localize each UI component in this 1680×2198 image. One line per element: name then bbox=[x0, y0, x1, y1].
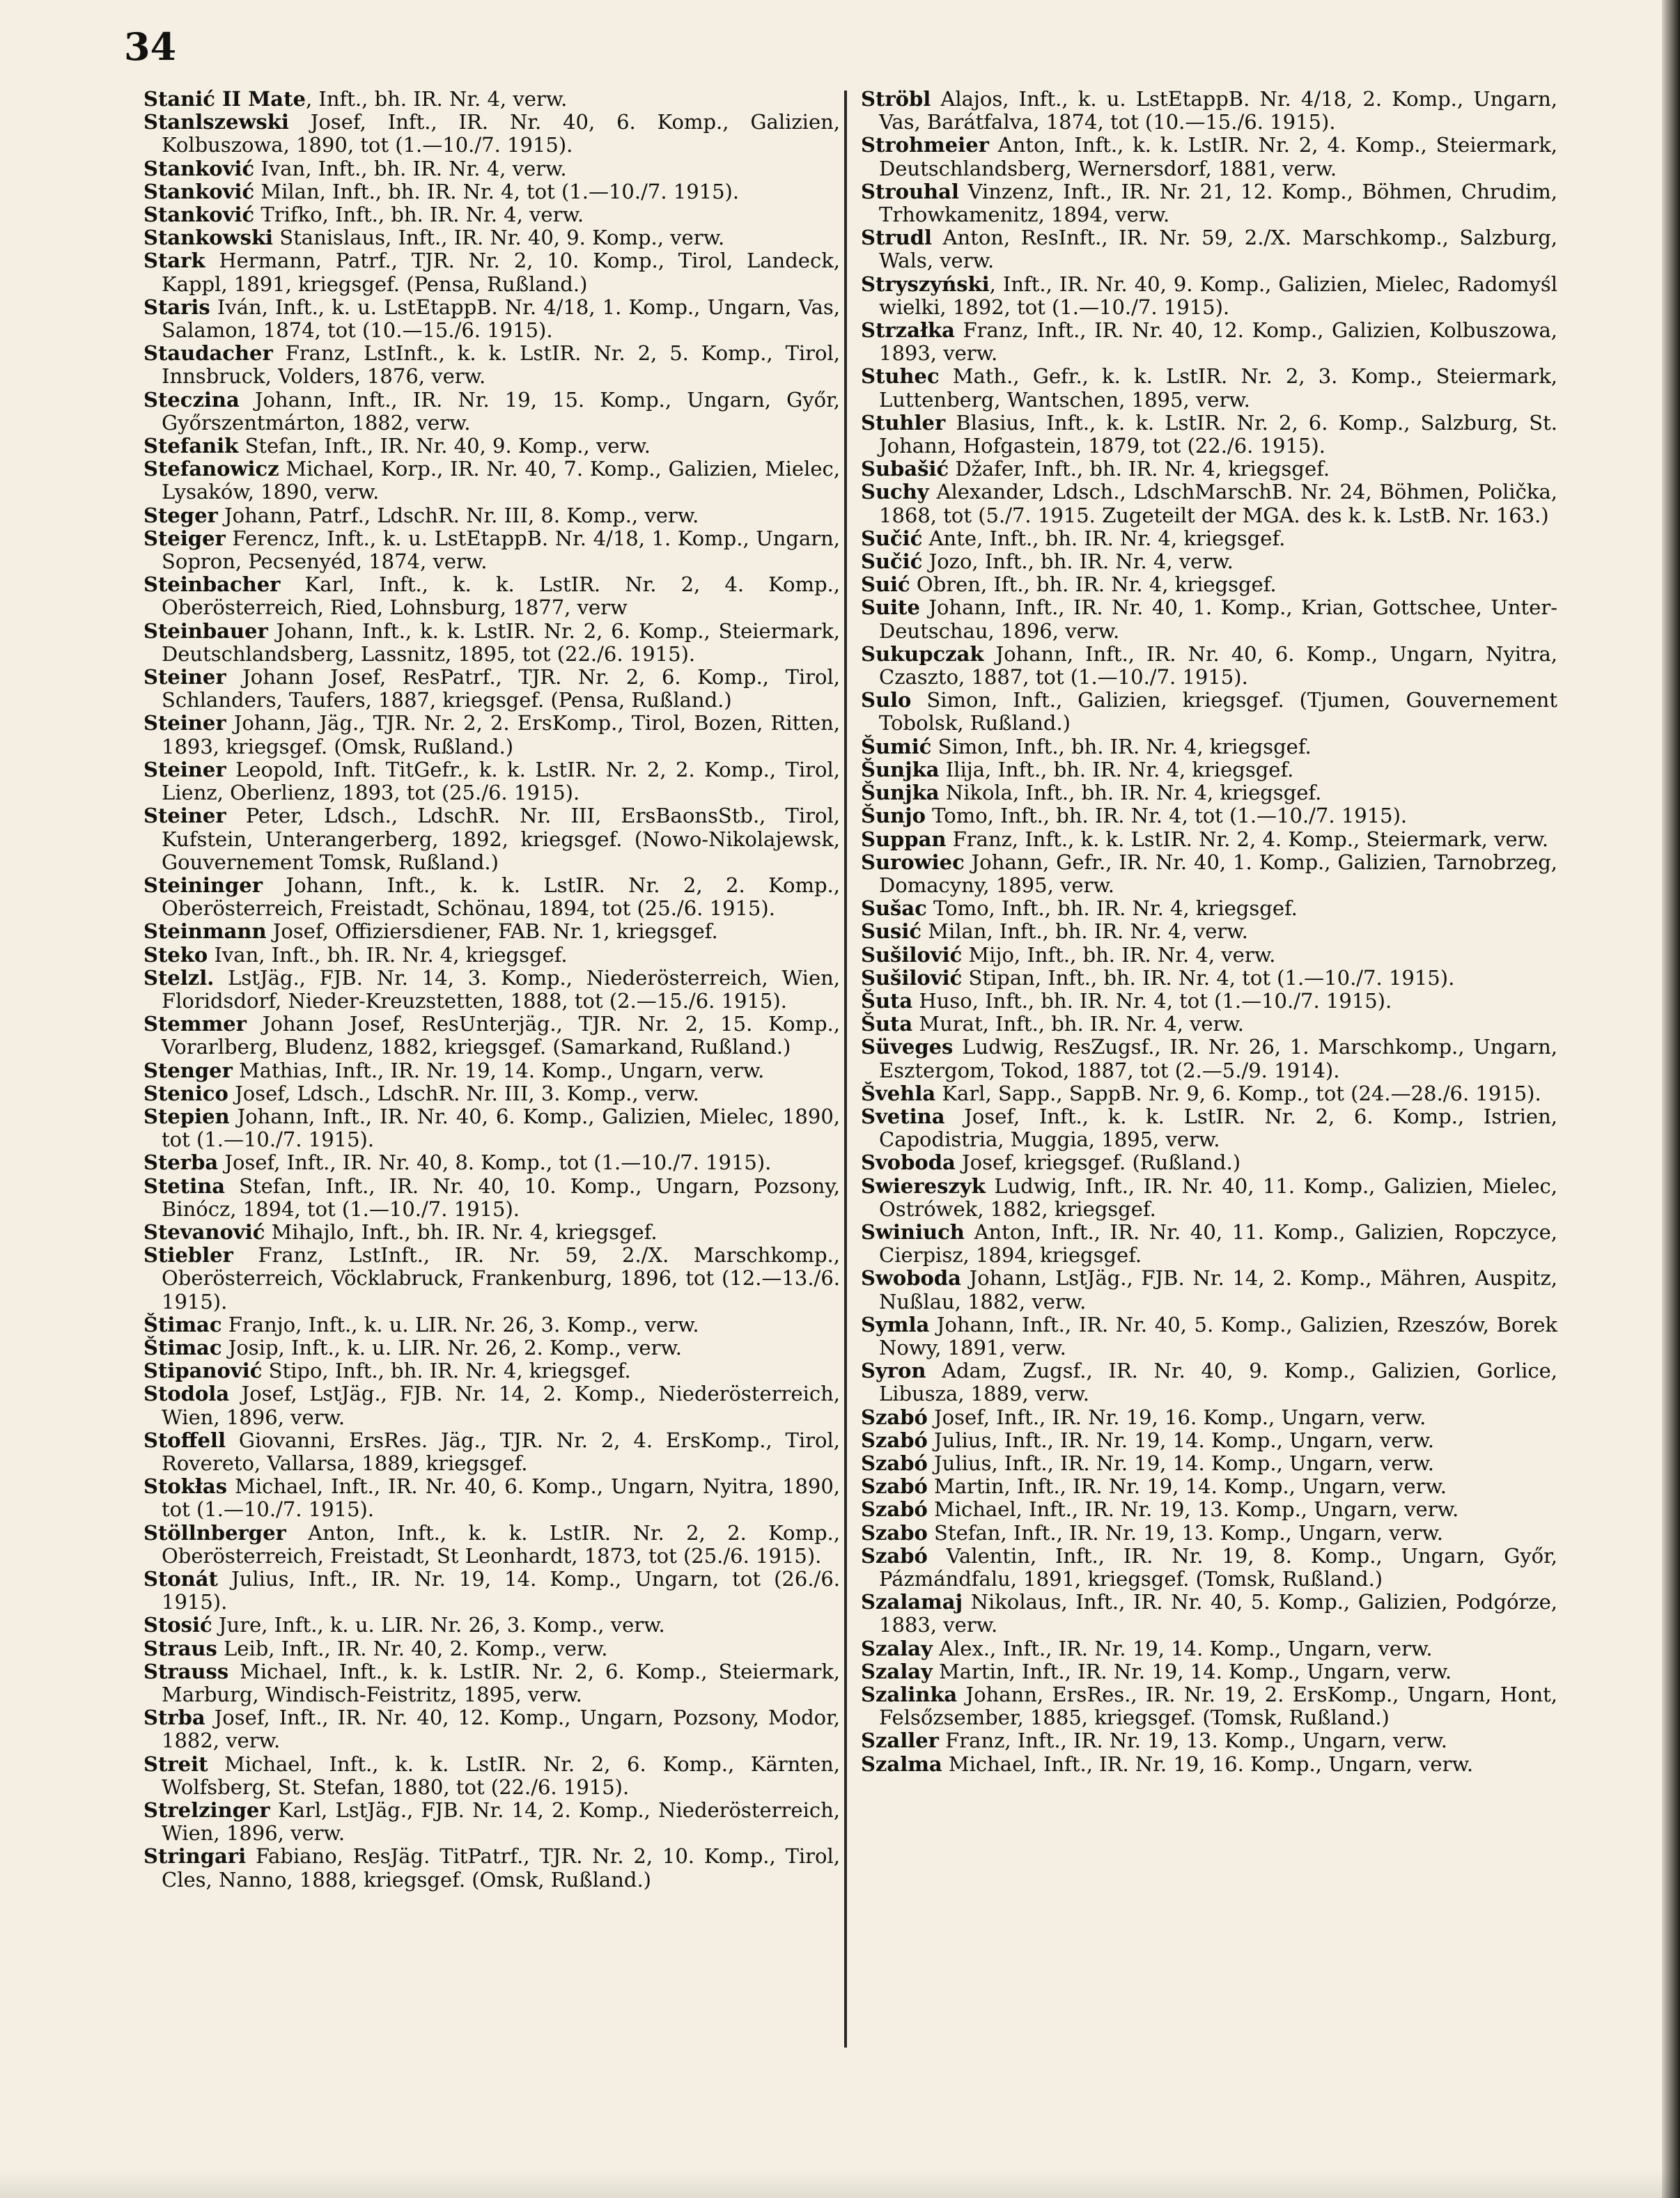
entry-surname: Susić bbox=[861, 919, 922, 944]
entry-surname: Swoboda bbox=[861, 1266, 961, 1291]
list-entry bbox=[143, 1382, 840, 1428]
entry-surname: Sušac bbox=[861, 896, 927, 921]
list-entry bbox=[861, 1151, 1557, 1174]
list-entry bbox=[143, 1314, 840, 1336]
entry-surname: Szalma bbox=[861, 1752, 942, 1776]
list-entry bbox=[861, 1683, 1557, 1729]
entry-details: Leopold, Inft. TitGefr., k. k. LstIR. Nr. 2, 2. Komp., Tirol, Lienz, Oberlienz, 1893, tot (25./6. 1915). bbox=[162, 757, 840, 805]
entry-details: Ivan, Inft., bh. IR. Nr. 4, kriegsgef. bbox=[208, 942, 568, 967]
entry-details: Nikola, Inft., bh. IR. Nr. 4, kriegsgef. bbox=[939, 781, 1322, 805]
list-entry bbox=[861, 689, 1557, 735]
entry-details: Julius, Inft., IR. Nr. 19, 14. Komp., Ungarn, verw. bbox=[927, 1428, 1434, 1452]
entry-details: Tomo, Inft., bh. IR. Nr. 4, kriegsgef. bbox=[926, 896, 1298, 921]
entry-details: Stipan, Inft., bh. IR. Nr. 4, tot (1.—10./7. 1915). bbox=[962, 965, 1455, 990]
list-entry bbox=[143, 920, 840, 943]
entry-details: Johann, Gefr., IR. Nr. 40, 1. Komp., Galizien, Tarnobrzeg, Domacyny, 1895, verw. bbox=[879, 850, 1557, 897]
entry-details: Johann, Patrf., LdschR. Nr. III, 8. Komp., verw. bbox=[217, 503, 699, 527]
entry-surname: Strelzinger bbox=[143, 1798, 270, 1823]
entry-details: Murat, Inft., bh. IR. Nr. 4, verw. bbox=[912, 1012, 1245, 1036]
list-entry bbox=[143, 111, 840, 157]
entry-surname: Suite bbox=[861, 595, 920, 620]
entry-details: Josef, Offiziersdiener, FAB. Nr. 1, kriegsgef. bbox=[266, 919, 718, 944]
entry-surname: Strba bbox=[143, 1706, 205, 1730]
list-entry bbox=[143, 1221, 840, 1244]
entry-surname: Šunjka bbox=[861, 781, 940, 805]
entry-surname: Steiner bbox=[143, 665, 226, 689]
entry-surname: Strudl bbox=[861, 226, 932, 250]
list-entry bbox=[143, 203, 840, 226]
list-entry bbox=[861, 1406, 1557, 1429]
list-entry bbox=[143, 1013, 840, 1059]
entry-details: Johann, Inft., IR. Nr. 40, 6. Komp., Ungarn, Nyitra, Czaszto, 1887, tot (1.—10./7. 1915). bbox=[879, 641, 1557, 689]
list-entry bbox=[143, 435, 840, 458]
list-entry bbox=[143, 620, 840, 666]
entry-surname: Szalinka bbox=[861, 1683, 958, 1707]
entry-details: Martin, Inft., IR. Nr. 19, 14. Komp., Ungarn, verw. bbox=[932, 1659, 1452, 1683]
entry-details: Michael, Inft., IR. Nr. 19, 16. Komp., Ungarn, verw. bbox=[942, 1752, 1474, 1776]
entry-surname: Stepien bbox=[143, 1104, 230, 1128]
entry-surname: Stemmer bbox=[143, 1012, 247, 1036]
list-entry bbox=[143, 458, 840, 504]
list-entry bbox=[143, 1475, 840, 1521]
entry-details: Johann, Inft., IR. Nr. 40, 1. Komp., Krian, Gottschee, Unter-Deutschau, 1896, verw. bbox=[879, 595, 1557, 643]
entry-details: Karl, Inft., k. k. LstIR. Nr. 2, 4. Komp., Oberösterreich, Ried, Lohnsburg, 1877, verw bbox=[162, 572, 840, 620]
list-entry bbox=[861, 828, 1557, 851]
entry-details: Anton, Inft., k. k. LstIR. Nr. 2, 2. Komp., Oberösterreich, Freistadt, St Leonhardt, 1873, tot (25./6. 1915). bbox=[162, 1520, 840, 1568]
list-entry bbox=[143, 226, 840, 249]
entry-details: Josef, Inft., IR. Nr. 19, 16. Komp., Ungarn, verw. bbox=[927, 1405, 1426, 1429]
entry-details: Michael, Inft., k. k. LstIR. Nr. 2, 6. Komp., Kärnten, Wolfsberg, St. Stefan, 1880, tot (22./6. 1915). bbox=[162, 1752, 840, 1799]
entry-details: Anton, ResInft., IR. Nr. 59, 2./X. Marschkomp., Salzburg, Wals, verw. bbox=[879, 226, 1557, 273]
list-entry bbox=[143, 1336, 840, 1359]
list-entry bbox=[861, 1105, 1557, 1151]
entry-surname: Steger bbox=[143, 503, 218, 527]
list-entry bbox=[861, 1753, 1557, 1776]
entry-details: Trifko, Inft., bh. IR. Nr. 4, verw. bbox=[254, 203, 584, 227]
entry-surname: Stetina bbox=[143, 1174, 226, 1198]
list-entry bbox=[861, 944, 1557, 967]
list-entry bbox=[861, 1359, 1557, 1405]
entry-details: Stanislaus, Inft., IR. Nr. 40, 9. Komp., verw. bbox=[273, 226, 725, 250]
entry-details: Johann, Inft., IR. Nr. 40, 5. Komp., Galizien, Rzeszów, Borek Nowy, 1891, verw. bbox=[879, 1312, 1557, 1359]
entry-details: Stefan, Inft., IR. Nr. 40, 9. Komp., verw. bbox=[238, 434, 651, 458]
entry-surname: Steiger bbox=[143, 526, 226, 550]
entry-details: Blasius, Inft., k. k. LstIR. Nr. 2, 6. Komp., Salzburg, St. Johann, Hofgastein, 1879, tot (22./6. 1915). bbox=[879, 410, 1557, 458]
entry-surname: Šunjo bbox=[861, 804, 926, 828]
list-entry bbox=[143, 1175, 840, 1221]
entry-surname: Steiner bbox=[143, 711, 226, 735]
list-entry bbox=[861, 1036, 1557, 1082]
entry-details: Hermann, Patrf., TJR. Nr. 2, 10. Komp., Tirol, Landeck, Kappl, 1891, kriegsgef. (Pensa, Rußland.) bbox=[162, 249, 840, 296]
list-entry bbox=[861, 550, 1557, 573]
entry-surname: Steinbauer bbox=[143, 618, 268, 643]
entry-surname: Svetina bbox=[861, 1104, 945, 1128]
entry-surname: Šuta bbox=[861, 1012, 913, 1036]
list-entry bbox=[861, 226, 1557, 272]
entry-surname: Staudacher bbox=[143, 341, 273, 366]
entry-details: Franjo, Inft., k. u. LIR. Nr. 26, 3. Komp., verw. bbox=[221, 1312, 699, 1336]
list-entry bbox=[861, 365, 1557, 411]
entry-details: Ferencz, Inft., k. u. LstEtappB. Nr. 4/18, 1. Komp., Ungarn, Sopron, Pecsenyéd, 1874, verw. bbox=[162, 526, 840, 574]
list-entry bbox=[861, 273, 1557, 319]
entry-surname: Stonát bbox=[143, 1567, 218, 1591]
entry-details: Peter, Ldsch., LdschR. Nr. III, ErsBaonsStb., Tirol, Kufstein, Unterangerberg, 1892, kriegsgef. (Nowo-Nikolajewsk, Gouvernement Tomsk, Rußland.) bbox=[162, 804, 840, 874]
entry-details: Stefan, Inft., IR. Nr. 19, 13. Komp., Ungarn, verw. bbox=[927, 1520, 1443, 1545]
entry-details: Johann Josef, ResPatrf., TJR. Nr. 2, 6. Komp., Tirol, Schlanders, Taufers, 1887, kriegsgef. (Pensa, Rußland.) bbox=[162, 665, 840, 712]
entry-surname: Stuhler bbox=[861, 410, 946, 435]
entry-surname: Swiniuch bbox=[861, 1219, 965, 1244]
entry-details: Johann Josef, ResUnterjäg., TJR. Nr. 2, 15. Komp., Vorarlberg, Bludenz, 1882, kriegsgef. (Samarkand, Rußland.) bbox=[162, 1012, 840, 1059]
list-entry bbox=[861, 1452, 1557, 1475]
list-entry bbox=[143, 88, 840, 111]
entry-surname: Šuta bbox=[861, 988, 913, 1013]
entry-surname: Straus bbox=[143, 1636, 217, 1660]
entry-surname: Stefanowicz bbox=[143, 457, 279, 481]
entry-details: Anton, Inft., IR. Nr. 40, 11. Komp., Galizien, Ropczyce, Cierpisz, 1894, kriegsgef. bbox=[879, 1219, 1557, 1268]
entry-details: Johann, ErsRes., IR. Nr. 19, 2. ErsKomp., Ungarn, Hont, Felsőzsember, 1885, kriegsgef. (Tomsk, Rußland.) bbox=[879, 1683, 1557, 1730]
entry-surname: Suić bbox=[861, 572, 910, 597]
entry-details: Obren, Ift., bh. IR. Nr. 4, kriegsgef. bbox=[910, 572, 1277, 597]
entry-surname: Svoboda bbox=[861, 1151, 956, 1175]
list-entry bbox=[143, 1082, 840, 1105]
list-entry bbox=[143, 1151, 840, 1174]
entry-details: Josef, Ldsch., LdschR. Nr. III, 3. Komp., verw. bbox=[228, 1081, 699, 1105]
list-entry bbox=[143, 389, 840, 435]
list-entry bbox=[861, 458, 1557, 481]
column-divider bbox=[844, 91, 847, 2048]
list-entry bbox=[143, 527, 840, 573]
entry-details: , Inft., bh. IR. Nr. 4, verw. bbox=[305, 87, 568, 111]
entry-surname: Stosić bbox=[143, 1613, 212, 1637]
entry-details: Stipo, Inft., bh. IR. Nr. 4, kriegsgef. bbox=[262, 1359, 631, 1383]
list-entry bbox=[861, 1082, 1557, 1105]
list-entry bbox=[143, 1845, 840, 1891]
entry-surname: Swiereszyk bbox=[861, 1174, 986, 1198]
entry-details: Franz, Inft., IR. Nr. 40, 12. Komp., Galizien, Kolbuszowa, 1893, verw. bbox=[879, 318, 1557, 366]
list-entry bbox=[861, 735, 1557, 758]
entry-surname: Štimac bbox=[143, 1335, 222, 1359]
entry-surname: Stringari bbox=[143, 1844, 247, 1869]
entry-details: Franz, Inft., k. k. LstIR. Nr. 2, 4. Komp., Steiermark, verw. bbox=[946, 827, 1549, 851]
entry-surname: Surowiec bbox=[861, 850, 965, 874]
entry-details: Vinzenz, Inft., IR. Nr. 21, 12. Komp., Böhmen, Chrudim, Trhowkamenitz, 1894, verw. bbox=[879, 179, 1557, 227]
entry-details: Johann, Inft., k. k. LstIR. Nr. 2, 6. Komp., Steiermark, Deutschlandsberg, Lassnitz, 1895, tot (22./6. 1915). bbox=[162, 618, 840, 666]
entry-surname: Stelzl. bbox=[143, 965, 215, 990]
list-entry bbox=[861, 412, 1557, 458]
entry-details: , Inft., IR. Nr. 40, 9. Komp., Galizien, Mielec, Radomyśl wielki, 1892, tot (1.—10./7. 1915). bbox=[879, 272, 1557, 319]
entry-surname: Stipanović bbox=[143, 1359, 263, 1383]
entry-details: Ante, Inft., bh. IR. Nr. 4, kriegsgef. bbox=[922, 526, 1286, 550]
entry-details: Alex., Inft., IR. Nr. 19, 14. Komp., Ungarn, verw. bbox=[932, 1636, 1433, 1660]
list-entry bbox=[143, 249, 840, 295]
entry-surname: Stanić II Mate bbox=[143, 87, 306, 111]
list-entry bbox=[143, 1706, 840, 1752]
list-entry bbox=[861, 1522, 1557, 1545]
entry-surname: Stoffell bbox=[143, 1428, 226, 1452]
entry-surname: Švehla bbox=[861, 1081, 936, 1105]
list-entry bbox=[143, 504, 840, 527]
entry-surname: Stevanović bbox=[143, 1219, 265, 1244]
entry-surname: Szabo bbox=[861, 1520, 928, 1545]
entry-surname: Stryszyński bbox=[861, 272, 990, 296]
entry-details: Alexander, Ldsch., LdschMarschB. Nr. 24, Böhmen, Polička, 1868, tot (5./7. 1915. Zugeteilt der MGA. des k. k. LstB. Nr. 163.) bbox=[879, 480, 1557, 527]
entry-details: Ludwig, Inft., IR. Nr. 40, 11. Komp., Galizien, Mielec, Ostrówek, 1882, kriegsgef. bbox=[879, 1174, 1557, 1221]
entry-surname: Stiebler bbox=[143, 1243, 233, 1268]
entry-details: Johann, Inft., k. k. LstIR. Nr. 2, 2. Komp., Oberösterreich, Freistadt, Schönau, 1894, tot (25./6. 1915). bbox=[162, 873, 840, 921]
entry-surname: Szalay bbox=[861, 1636, 933, 1660]
entry-surname: Stankowski bbox=[143, 226, 274, 250]
entry-surname: Szabó bbox=[861, 1474, 928, 1499]
entry-surname: Stanković bbox=[143, 203, 255, 227]
entry-details: Franz, LstInft., IR. Nr. 59, 2./X. Marschkomp., Oberösterreich, Vöcklabruck, Frankenburg, 1896, tot (12.—13./6. 1915). bbox=[162, 1243, 840, 1314]
list-entry bbox=[861, 897, 1557, 920]
list-entry bbox=[861, 990, 1557, 1013]
entry-surname: Süveges bbox=[861, 1035, 954, 1059]
entry-details: Jure, Inft., k. u. LIR. Nr. 26, 3. Komp., verw. bbox=[212, 1613, 665, 1637]
entry-details: Michael, Korp., IR. Nr. 40, 7. Komp., Galizien, Mielec, Lysaków, 1890, verw. bbox=[162, 457, 840, 504]
entry-details: Alajos, Inft., k. u. LstEtappB. Nr. 4/18, 2. Komp., Ungarn, Vas, Barátfalva, 1874, tot (10.—15./6. 1915). bbox=[879, 87, 1557, 134]
list-entry bbox=[143, 1522, 840, 1568]
list-entry bbox=[143, 1105, 840, 1151]
list-entry bbox=[861, 1314, 1557, 1359]
list-entry bbox=[861, 88, 1557, 134]
list-entry bbox=[861, 781, 1557, 804]
list-entry bbox=[861, 527, 1557, 550]
entry-surname: Szaller bbox=[861, 1729, 939, 1753]
entry-surname: Szabó bbox=[861, 1405, 928, 1429]
list-entry bbox=[861, 1221, 1557, 1267]
entry-details: Michael, Inft., IR. Nr. 19, 13. Komp., Ungarn, verw. bbox=[927, 1497, 1459, 1522]
entry-surname: Szalay bbox=[861, 1659, 933, 1683]
entry-details: Fabiano, ResJäg. TitPatrf., TJR. Nr. 2, 10. Komp., Tirol, Cles, Nanno, 1888, kriegsgef. (Omsk, Rußland.) bbox=[162, 1844, 840, 1892]
entry-surname: Ströbl bbox=[861, 87, 931, 111]
entry-details: Mihajlo, Inft., bh. IR. Nr. 4, kriegsgef. bbox=[265, 1219, 658, 1244]
list-entry bbox=[143, 1244, 840, 1314]
list-entry bbox=[861, 1591, 1557, 1637]
entry-details: LstJäg., FJB. Nr. 14, 3. Komp., Niederösterreich, Wien, Floridsdorf, Nieder-Kreuzstetten, 1888, tot (2.—15./6. 1915). bbox=[162, 965, 840, 1013]
entry-surname: Sučić bbox=[861, 526, 923, 550]
list-entry bbox=[861, 1013, 1557, 1036]
entry-surname: Strouhal bbox=[861, 179, 959, 203]
entry-details: Anton, Inft., k. k. LstIR. Nr. 2, 4. Komp., Steiermark, Deutschlandsberg, Wernersdorf, 1881, verw. bbox=[879, 133, 1557, 180]
entry-details: Josef, Inft., IR. Nr. 40, 6. Komp., Galizien, Kolbuszowa, 1890, tot (1.—10./7. 1915). bbox=[162, 110, 840, 157]
left-column bbox=[143, 88, 840, 1892]
list-entry bbox=[861, 804, 1557, 827]
entry-surname: Steinmann bbox=[143, 919, 267, 944]
entry-details: Leib, Inft., IR. Nr. 40, 2. Komp., verw. bbox=[217, 1636, 608, 1660]
entry-details: Huso, Inft., bh. IR. Nr. 4, tot (1.—10./7. 1915). bbox=[912, 988, 1392, 1013]
list-entry bbox=[143, 758, 840, 804]
list-entry bbox=[143, 157, 840, 180]
list-entry bbox=[861, 1545, 1557, 1591]
entry-surname: Steiner bbox=[143, 757, 226, 781]
entry-details: Iván, Inft., k. u. LstEtappB. Nr. 4/18, 1. Komp., Ungarn, Vas, Salamon, 1874, tot (10.—15./6. 1915). bbox=[162, 295, 840, 343]
entry-surname: Suppan bbox=[861, 827, 947, 851]
entry-details: Valentin, Inft., IR. Nr. 19, 8. Komp., Ungarn, Győr, Pázmándfalu, 1891, kriegsgef. (Tomsk, Rußland.) bbox=[879, 1543, 1557, 1591]
entry-details: Džafer, Inft., bh. IR. Nr. 4, kriegsgef. bbox=[949, 457, 1330, 481]
entry-details: Math., Gefr., k. k. LstIR. Nr. 2, 3. Komp., Steiermark, Luttenberg, Wantschen, 1895, verw. bbox=[879, 364, 1557, 412]
entry-details: Ivan, Inft., bh. IR. Nr. 4, verw. bbox=[254, 156, 567, 180]
list-entry bbox=[861, 1429, 1557, 1452]
list-entry bbox=[143, 874, 840, 920]
entry-details: Stefan, Inft., IR. Nr. 40, 10. Komp., Ungarn, Pozsony, Binócz, 1894, tot (1.—10./7. 1915). bbox=[162, 1174, 840, 1221]
entry-details: Mathias, Inft., IR. Nr. 19, 14. Komp., Ungarn, verw. bbox=[232, 1058, 765, 1082]
entry-details: Johann, Inft., IR. Nr. 19, 15. Komp., Ungarn, Győr, Győrszentmárton, 1882, verw. bbox=[162, 387, 840, 435]
list-entry bbox=[143, 1799, 840, 1845]
entry-details: Johann, LstJäg., FJB. Nr. 14, 2. Komp., Mähren, Auspitz, Nußlau, 1882, verw. bbox=[879, 1266, 1557, 1314]
list-entry bbox=[143, 1637, 840, 1660]
list-entry bbox=[143, 1614, 840, 1637]
entry-surname: Stokłas bbox=[143, 1474, 228, 1499]
entry-details: Michael, Inft., IR. Nr. 40, 6. Komp., Ungarn, Nyitra, 1890, tot (1.—10./7. 1915). bbox=[162, 1474, 840, 1522]
entry-surname: Stanlszewski bbox=[143, 110, 289, 134]
list-entry bbox=[861, 758, 1557, 781]
entry-details: Martin, Inft., IR. Nr. 19, 14. Komp., Ungarn, verw. bbox=[927, 1474, 1447, 1499]
entry-details: Tomo, Inft., bh. IR. Nr. 4, tot (1.—10./7. 1915). bbox=[925, 804, 1408, 828]
entry-details: Milan, Inft., bh. IR. Nr. 4, tot (1.—10./7. 1915). bbox=[254, 179, 740, 203]
entry-surname: Šunjka bbox=[861, 757, 940, 781]
list-entry bbox=[143, 296, 840, 342]
entry-details: Nikolaus, Inft., IR. Nr. 40, 5. Komp., Galizien, Podgórze, 1883, verw. bbox=[879, 1590, 1557, 1637]
page-bottom-shade bbox=[0, 2170, 1680, 2198]
list-entry bbox=[861, 1175, 1557, 1221]
list-entry bbox=[861, 1475, 1557, 1498]
entry-surname: Szabó bbox=[861, 1451, 928, 1475]
entry-surname: Sučić bbox=[861, 550, 923, 574]
list-entry bbox=[143, 967, 840, 1013]
list-entry bbox=[861, 967, 1557, 990]
entry-details: Ludwig, ResZugsf., IR. Nr. 26, 1. Marschkomp., Ungarn, Esztergom, Tokod, 1887, tot (2.—5./9. 1914). bbox=[879, 1035, 1557, 1082]
right-column bbox=[861, 88, 1557, 1776]
entry-surname: Sulo bbox=[861, 688, 912, 712]
entry-details: Julius, Inft., IR. Nr. 19, 14. Komp., Ungarn, verw. bbox=[927, 1451, 1434, 1475]
entry-surname: Šumić bbox=[861, 734, 932, 758]
entry-surname: Steko bbox=[143, 942, 208, 967]
entry-surname: Sterba bbox=[143, 1151, 219, 1175]
list-entry bbox=[143, 1753, 840, 1799]
entry-surname: Stodola bbox=[143, 1382, 230, 1406]
entry-surname: Suchy bbox=[861, 480, 929, 504]
list-entry bbox=[861, 319, 1557, 365]
entry-details: Simon, Inft., Galizien, kriegsgef. (Tjumen, Gouvernement Tobolsk, Rußland.) bbox=[879, 688, 1557, 735]
entry-surname: Steinbacher bbox=[143, 572, 281, 597]
entry-surname: Syron bbox=[861, 1359, 926, 1383]
list-entry bbox=[861, 1498, 1557, 1521]
entry-surname: Streit bbox=[143, 1752, 208, 1776]
entry-details: Giovanni, ErsRes. Jäg., TJR. Nr. 2, 4. ErsKomp., Tirol, Rovereto, Vallarsa, 1889, kriegsgef. bbox=[162, 1428, 840, 1475]
entry-details: Karl, Sapp., SappB. Nr. 9, 6. Komp., tot (24.—28./6. 1915). bbox=[935, 1081, 1541, 1105]
entry-surname: Stenger bbox=[143, 1058, 233, 1082]
entry-surname: Staris bbox=[143, 295, 210, 319]
list-entry bbox=[861, 180, 1557, 226]
entry-surname: Stanković bbox=[143, 179, 255, 203]
entry-surname: Strohmeier bbox=[861, 133, 989, 157]
list-entry bbox=[861, 1660, 1557, 1683]
entry-surname: Steczina bbox=[143, 387, 240, 412]
entry-surname: Szabó bbox=[861, 1428, 928, 1452]
entry-details: Josef, kriegsgef. (Rußland.) bbox=[955, 1151, 1241, 1175]
list-entry bbox=[143, 666, 840, 712]
entry-surname: Stefanik bbox=[143, 434, 239, 458]
entry-surname: Stanković bbox=[143, 156, 255, 180]
list-entry bbox=[143, 1059, 840, 1082]
entry-details: Josef, Inft., k. k. LstIR. Nr. 2, 6. Komp., Istrien, Capodistria, Muggia, 1895, verw. bbox=[879, 1104, 1557, 1152]
entry-surname: Sušilović bbox=[861, 942, 963, 967]
list-entry bbox=[861, 573, 1557, 596]
entry-surname: Stuhec bbox=[861, 364, 940, 389]
list-entry bbox=[861, 596, 1557, 642]
entry-details: Johann, Inft., IR. Nr. 40, 6. Komp., Galizien, Mielec, 1890, tot (1.—10./7. 1915). bbox=[162, 1104, 840, 1152]
entry-surname: Symla bbox=[861, 1312, 930, 1336]
entry-details: Ilija, Inft., bh. IR. Nr. 4, kriegsgef. bbox=[939, 757, 1294, 781]
list-entry bbox=[861, 920, 1557, 943]
entry-surname: Steiner bbox=[143, 804, 226, 828]
entry-surname: Strzałka bbox=[861, 318, 955, 343]
list-entry bbox=[861, 643, 1557, 689]
list-entry bbox=[861, 481, 1557, 527]
entry-details: Michael, Inft., k. k. LstIR. Nr. 2, 6. Komp., Steiermark, Marburg, Windisch-Feistritz, 1895, verw. bbox=[162, 1659, 840, 1707]
entry-surname: Szabó bbox=[861, 1497, 928, 1522]
entry-details: Josef, Inft., IR. Nr. 40, 8. Komp., tot (1.—10./7. 1915). bbox=[218, 1151, 772, 1175]
entry-details: Josip, Inft., k. u. LIR. Nr. 26, 2. Komp., verw. bbox=[221, 1335, 683, 1359]
entry-surname: Steininger bbox=[143, 873, 263, 897]
entry-details: Franz, Inft., IR. Nr. 19, 13. Komp., Ungarn, verw. bbox=[938, 1729, 1447, 1753]
list-entry bbox=[143, 342, 840, 388]
list-entry bbox=[143, 1429, 840, 1475]
list-entry bbox=[143, 1660, 840, 1706]
list-entry bbox=[143, 944, 840, 967]
list-entry bbox=[861, 1729, 1557, 1752]
entry-details: Josef, LstJäg., FJB. Nr. 14, 2. Komp., Niederösterreich, Wien, 1896, verw. bbox=[162, 1382, 840, 1429]
entry-surname: Szalamaj bbox=[861, 1590, 963, 1614]
entry-surname: Stöllnberger bbox=[143, 1520, 286, 1545]
entry-surname: Subašić bbox=[861, 457, 949, 481]
entry-details: Julius, Inft., IR. Nr. 19, 14. Komp., Ungarn, tot (26./6. 1915). bbox=[162, 1567, 840, 1614]
entry-surname: Sukupczak bbox=[861, 641, 984, 666]
entry-surname: Sušilović bbox=[861, 965, 963, 990]
entry-details: Simon, Inft., bh. IR. Nr. 4, kriegsgef. bbox=[931, 734, 1312, 758]
entry-surname: Szabó bbox=[861, 1543, 928, 1568]
page-number: 34 bbox=[124, 24, 177, 69]
entry-surname: Stenico bbox=[143, 1081, 228, 1105]
list-entry bbox=[143, 712, 840, 758]
entry-surname: Strauss bbox=[143, 1659, 229, 1683]
entry-details: Karl, LstJäg., FJB. Nr. 14, 2. Komp., Niederösterreich, Wien, 1896, verw. bbox=[162, 1798, 840, 1846]
list-entry bbox=[861, 851, 1557, 897]
entry-details: Franz, LstInft., k. k. LstIR. Nr. 2, 5. Komp., Tirol, Innsbruck, Volders, 1876, verw. bbox=[162, 341, 840, 389]
list-entry bbox=[143, 804, 840, 874]
list-entry bbox=[861, 1267, 1557, 1313]
entry-details: Mijo, Inft., bh. IR. Nr. 4, verw. bbox=[962, 942, 1276, 967]
list-entry bbox=[143, 573, 840, 619]
entry-surname: Štimac bbox=[143, 1312, 222, 1336]
entry-details: Josef, Inft., IR. Nr. 40, 12. Komp., Ungarn, Pozsony, Modor, 1882, verw. bbox=[162, 1706, 840, 1753]
list-entry bbox=[143, 180, 840, 203]
list-entry bbox=[143, 1568, 840, 1614]
list-entry bbox=[143, 1359, 840, 1382]
entry-details: Jozo, Inft., bh. IR. Nr. 4, verw. bbox=[922, 550, 1234, 574]
list-entry bbox=[861, 134, 1557, 180]
list-entry bbox=[861, 1637, 1557, 1660]
entry-details: Adam, Zugsf., IR. Nr. 40, 9. Komp., Galizien, Gorlice, Libusza, 1889, verw. bbox=[879, 1359, 1557, 1406]
entry-surname: Stark bbox=[143, 249, 205, 273]
entry-details: Milan, Inft., bh. IR. Nr. 4, verw. bbox=[921, 919, 1248, 944]
entry-details: Johann, Jäg., TJR. Nr. 2, 2. ErsKomp., Tirol, Bozen, Ritten, 1893, kriegsgef. (Omsk, Rußland.) bbox=[162, 711, 840, 758]
page-edge-shadow bbox=[1662, 0, 1680, 2198]
